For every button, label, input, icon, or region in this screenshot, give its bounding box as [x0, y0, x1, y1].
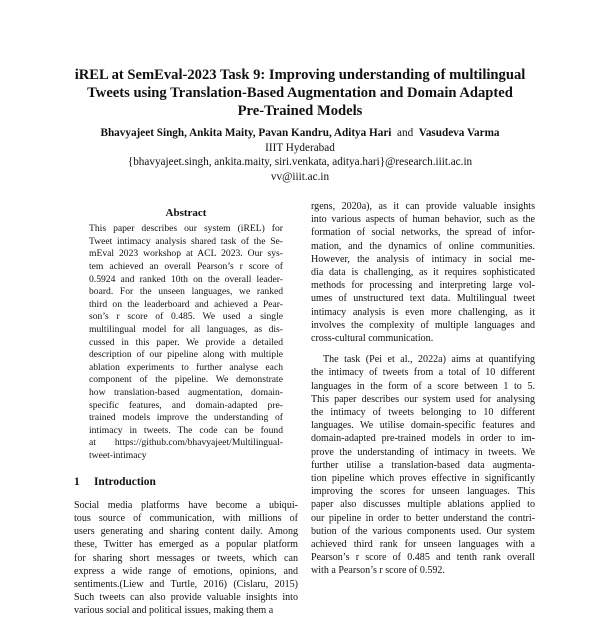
text-line: However, the analysis of intimacy in social me-: [311, 253, 535, 265]
text-line: tweet-intimacy: [89, 449, 147, 461]
text-line: users generating and sharing content daily. Among: [74, 526, 298, 538]
section-title-text: Introduction: [94, 476, 156, 489]
author-email-2: vv@iiit.ac.in: [270, 170, 330, 183]
paper-title: [40, 66, 560, 120]
paragraph-task-description: [311, 353, 535, 577]
text-line: mation, and the dynamics of online communities.: [311, 240, 535, 252]
text-line: rgens, 2020a), as it can provide valuable insights: [311, 201, 535, 212]
text-line: cross-cultural communication.: [311, 333, 434, 345]
text-line: The task (Pei et al., 2022a) aims at quantifying: [323, 354, 535, 366]
author-names: [30, 126, 570, 141]
text-line: domain-adapted pre-trained models in order to im-: [311, 433, 535, 445]
text-line: Pearson’s r score of 0.485 and tenth rank overall: [311, 552, 535, 564]
text-line: improving the scores for unseen languages. This: [311, 486, 535, 498]
text-line: Tweet intimacy analysis shared task of the Se-: [89, 235, 283, 247]
paragraph-intimacy-analysis: [311, 200, 535, 345]
title-line: iREL at SemEval-2023 Task 9: Improving understanding of multilingual: [74, 67, 526, 83]
left-column: [74, 200, 298, 618]
text-line: mEval 2023 workshop at ACL 2023. Our sys-: [89, 248, 283, 260]
author-names-b: Vasudeva Varma: [418, 127, 500, 139]
text-line: intimacy analysis is even more challenging, as it: [311, 306, 535, 318]
text-line: 0.5924 and ranked 10th on the overall leader-: [89, 273, 283, 285]
text-line: Social media platforms have become a ubiqui-: [74, 499, 298, 511]
text-line: at https://github.com/bhavyajeet/Multilingual-: [89, 437, 283, 449]
text-line: This paper describes our system used for analysing: [311, 393, 535, 405]
text-line: son’s r score of 0.485. We used a single: [89, 311, 283, 323]
text-line: the intimacy of tweets belonging to 10 different: [311, 407, 535, 419]
text-line: with a Pearson’s r score of 0.592.: [311, 565, 445, 577]
text-line: umes of unstructured text data. Multilingual tweet: [311, 293, 535, 305]
text-line: sentiments.(Liew and Turtle, 2016) (Cislaru, 2015): [74, 578, 298, 590]
text-line: specific features, and domain-adapted pre-: [89, 399, 283, 411]
text-line: prove the understanding of intimacy in tweets. We: [311, 446, 535, 458]
author-emails: {bhavyajeet.singh, ankita.maity, siri.venkata, aditya.hari}@research.iiit.ac.in: [127, 156, 473, 168]
text-line: paper also discusses multiple ablations applied to: [311, 499, 535, 511]
text-line: further utilise a translation-based data augmenta-: [311, 459, 535, 471]
author-and: and: [397, 127, 414, 139]
text-line: methods for processing and interpreting large vol-: [311, 280, 535, 292]
text-line: formation of social networks, the spread of infor-: [311, 227, 535, 239]
text-line: third on the leaderboard and achieved a Pear-: [89, 298, 283, 310]
text-line: express a wide range of emotions, opinions, and: [74, 565, 298, 577]
abstract-body: [89, 223, 283, 462]
text-line: trained models improve the understanding of: [89, 412, 283, 424]
text-line: the intimacy of tweets from a total of 10 different: [311, 367, 535, 379]
title-line: Tweets using Translation-Based Augmentation and Domain Adapted: [87, 85, 513, 101]
text-line: tem achieved an overall Pearson’s r score of: [89, 260, 283, 272]
author-block: [30, 126, 570, 184]
text-line: This paper describes our system (iREL) for: [89, 223, 283, 235]
text-line: multilingual model for all languages, as dis-: [89, 323, 283, 335]
text-line: tion pipeline which proves effective in significantly: [311, 473, 535, 485]
text-line: how translation-based augmentation, domain-: [89, 386, 283, 398]
text-line: involves the complexity of multiple languages and: [311, 319, 535, 331]
text-line: tous source of communication, with millions of: [74, 512, 298, 524]
affiliation: IIIT Hyderabad: [265, 141, 335, 154]
text-line: Such tweets can also provide valuable insights into: [74, 592, 298, 604]
text-line: description of our pipeline along with multiple: [89, 349, 283, 361]
text-line: our pipeline in order to better understand the contri-: [311, 512, 535, 524]
text-line: languages. We utilise domain-specific features and: [311, 420, 535, 432]
text-line: these, Twitter has emerged as a popular platform: [74, 539, 298, 551]
author-names-a: Bhavyajeet Singh, Ankita Maity, Pavan Kandru, Aditya Hari: [100, 127, 392, 139]
text-line: into various aspects of human behavior, such as the: [311, 214, 535, 226]
text-line: ablation experiments to further analyse each: [89, 361, 283, 373]
text-line: bution of the various components used. Our system: [311, 525, 535, 537]
text-line: achieved third rank for unseen languages with a: [311, 539, 535, 551]
title-line: Pre-Trained Models: [237, 103, 363, 119]
abstract-heading: Abstract: [165, 207, 207, 219]
section-heading-introduction: [74, 476, 298, 489]
text-line: languages in the form of a score between 1 to 5.: [311, 380, 535, 392]
text-line: various social and political issues, making them a: [74, 605, 274, 617]
text-line: board. For the unseen languages, we ranked: [89, 286, 283, 298]
text-line: cussed in this paper. We provide a detailed: [89, 336, 283, 348]
section-number: 1: [74, 476, 80, 489]
text-line: for sharing short messages or tweets, which can: [74, 552, 298, 564]
right-column: [311, 200, 535, 578]
text-line: dia data is challenging, as it requires sophisticated: [311, 267, 535, 279]
text-line: component of the pipeline. We demonstrate: [89, 374, 283, 386]
text-line: intimacy in tweets. The code can be found: [89, 424, 283, 436]
